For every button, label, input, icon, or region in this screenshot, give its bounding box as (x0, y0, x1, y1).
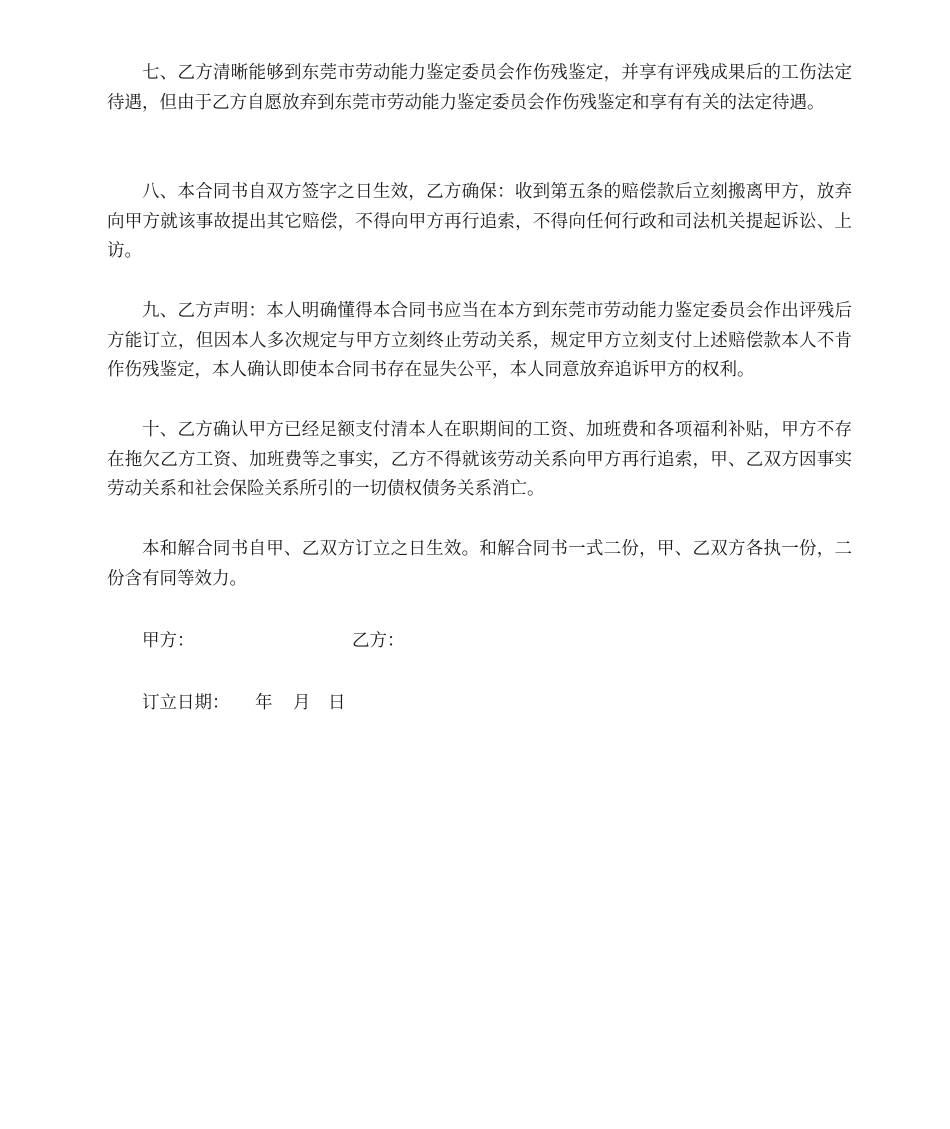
date-day-label: 日 (328, 693, 346, 713)
date-year-label: 年 (255, 693, 273, 713)
clause-9-paragraph: 九、乙方声明：本人明确懂得本合同书应当在本方到东莞市劳动能力鉴定委员会作出评残后方能订立，但因本人多次规定与甲方立刻终止劳动关系，规定甲方立刻支付上述赔偿款本人不肯作伤残鉴定，本人确认即使本合同书存在显失公平，本人同意放弃追诉甲方的权利。 (107, 301, 852, 380)
signing-date-label: 订立日期： (142, 693, 230, 713)
clause-8-paragraph: 八、本合同书自双方签字之日生效，乙方确保：收到第五条的赔偿款后立刻搬离甲方，放弃向甲方就该事故提出其它赔偿，不得向甲方再行追索，不得向任何行政和司法机关提起诉讼、上访。 (107, 182, 852, 261)
clause-7-paragraph: 七、乙方清晰能够到东莞市劳动能力鉴定委员会作伤残鉴定，并享有评残成果后的工伤法定待遇，但由于乙方自愿放弃到东莞市劳动能力鉴定委员会作伤残鉴定和享有有关的法定待遇。 (107, 63, 852, 113)
date-month-label: 月 (293, 693, 311, 713)
clause-10-paragraph: 十、乙方确认甲方已经足额支付清本人在职期间的工资、加班费和各项福利补贴，甲方不存在拖欠乙方工资、加班费等之事实，乙方不得就该劳动关系向甲方再行追索，甲、乙双方因事实劳动关系和社会保险关系所引的一切债权债务关系消亡。 (107, 420, 852, 499)
party-b-label: 乙方： (352, 631, 405, 651)
party-a-label: 甲方： (142, 631, 195, 651)
effectiveness-paragraph: 本和解合同书自甲、乙双方订立之日生效。和解合同书一式二份，甲、乙双方各执一份，二份含有同等效力。 (107, 539, 852, 589)
